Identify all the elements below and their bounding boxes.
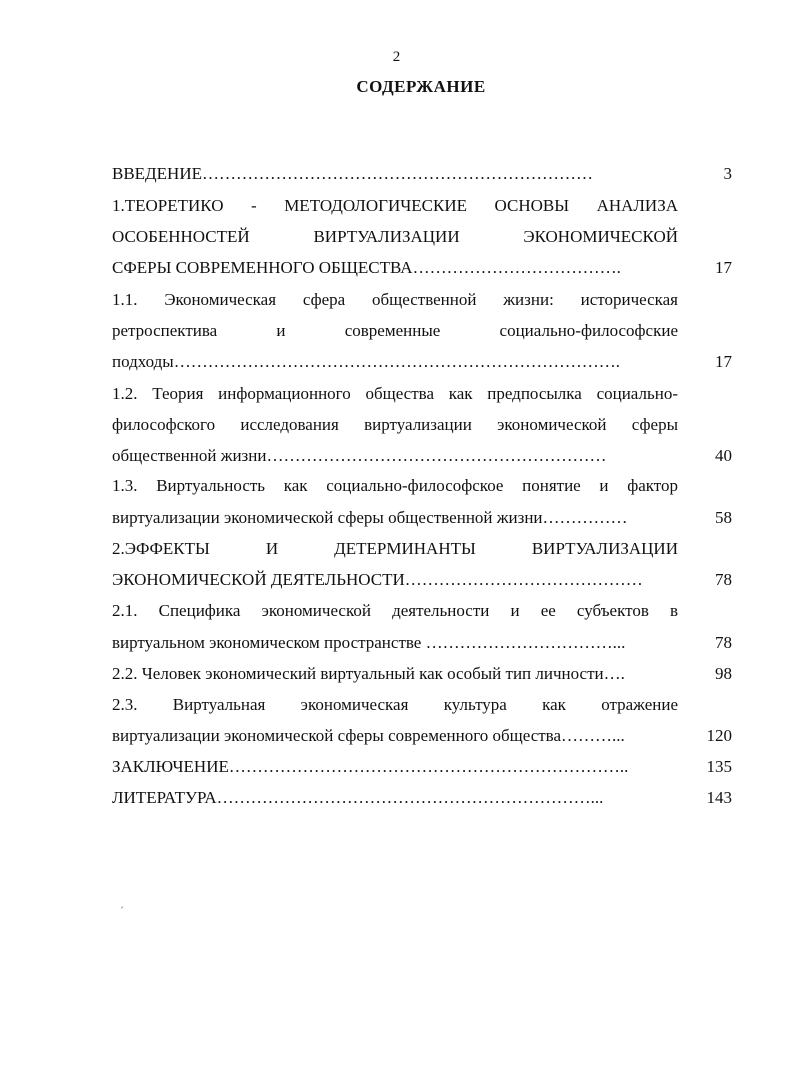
toc-line <box>112 158 732 189</box>
toc-entry-text: СФЕРЫ СОВРЕМЕННОГО ОБЩЕСТВА………………………………. <box>112 258 621 277</box>
toc-entry-text: 1.ТЕОРЕТИКО - МЕТОДОЛОГИЧЕСКИЕ ОСНОВЫ АНАЛИЗА <box>112 196 678 215</box>
toc-entry-text: 1.3. Виртуальность как социально-философское понятие и фактор <box>112 476 678 495</box>
toc-line <box>112 533 732 564</box>
toc-entry-text: 2.ЭФФЕКТЫ И ДЕТЕРМИНАНТЫ ВИРТУАЛИЗАЦИИ <box>112 539 678 558</box>
toc-entry-text: 1.1. Экономическая сфера общественной жизни: историческая <box>112 290 678 309</box>
toc-line <box>112 190 732 221</box>
toc-entry-text: ОСОБЕННОСТЕЙ ВИРТУАЛИЗАЦИИ ЭКОНОМИЧЕСКОЙ <box>112 227 678 246</box>
toc-line <box>112 720 732 751</box>
toc-line <box>112 689 732 720</box>
toc-page-number: 40 <box>715 446 732 465</box>
toc-line <box>112 658 732 689</box>
toc-page-number: 78 <box>715 570 732 589</box>
toc-line <box>112 470 732 501</box>
toc-line <box>112 252 732 283</box>
toc-line <box>112 782 732 813</box>
toc-page-number: 135 <box>706 757 732 776</box>
toc-entry-text: общественной жизни…………………………………………………… <box>112 446 607 465</box>
toc-line <box>112 409 732 440</box>
toc-line <box>112 564 732 595</box>
toc-line <box>112 627 732 658</box>
toc-page-number: 3 <box>723 164 732 183</box>
toc-page-number: 17 <box>715 352 732 371</box>
toc-line <box>112 346 732 377</box>
toc-entry-text: ЛИТЕРАТУРА…………………………………………………………... <box>112 788 604 807</box>
page-number: 2 <box>392 49 401 65</box>
toc-entry-text: подходы……………………………………………………………………. <box>112 352 620 371</box>
page-title: СОДЕРЖАНИЕ <box>356 77 486 96</box>
toc-entry-text: ЭКОНОМИЧЕСКОЙ ДЕЯТЕЛЬНОСТИ…………………………………… <box>112 570 643 589</box>
toc-entry-text: 1.2. Теория информационного общества как предпосылка социально- <box>112 384 678 403</box>
toc-line <box>112 502 732 533</box>
toc-entry-text: 2.3. Виртуальная экономическая культура как отражение <box>112 695 678 714</box>
toc-entry-text: ретроспектива и современные социально-философские <box>112 321 678 340</box>
toc-entry-text: 2.2. Человек экономический виртуальный как особый тип личности…. <box>112 664 625 683</box>
toc-line <box>112 284 732 315</box>
toc-entry-text: виртуализации экономической сферы современного общества………... <box>112 726 625 745</box>
toc-page-number: 143 <box>706 788 732 807</box>
toc-line <box>112 595 732 626</box>
toc-entry-text: 2.1. Специфика экономической деятельности и ее субъектов в <box>112 601 678 620</box>
toc-line <box>112 378 732 409</box>
toc-entry-text: ВВЕДЕНИЕ…………………………………………………………… <box>112 164 593 183</box>
toc-line <box>112 315 732 346</box>
toc-page-number: 78 <box>715 633 732 652</box>
toc-line <box>112 440 732 471</box>
toc-page-number: 98 <box>715 664 732 683</box>
toc-page-number: 17 <box>715 258 732 277</box>
scan-mark: ˊ <box>120 904 124 918</box>
toc-line <box>112 221 732 252</box>
toc-line <box>112 751 732 782</box>
toc-page-number: 58 <box>715 508 732 527</box>
toc-entry-text: ЗАКЛЮЧЕНИЕ…………………………………………………………….. <box>112 757 629 776</box>
toc-entry-text: виртуальном экономическом пространстве ……………………………... <box>112 633 626 652</box>
toc-entry-text: философского исследования виртуализации экономической сферы <box>112 415 678 434</box>
toc-entry-text: виртуализации экономической сферы общественной жизни…………… <box>112 508 628 527</box>
toc-page-number: 120 <box>706 726 732 745</box>
